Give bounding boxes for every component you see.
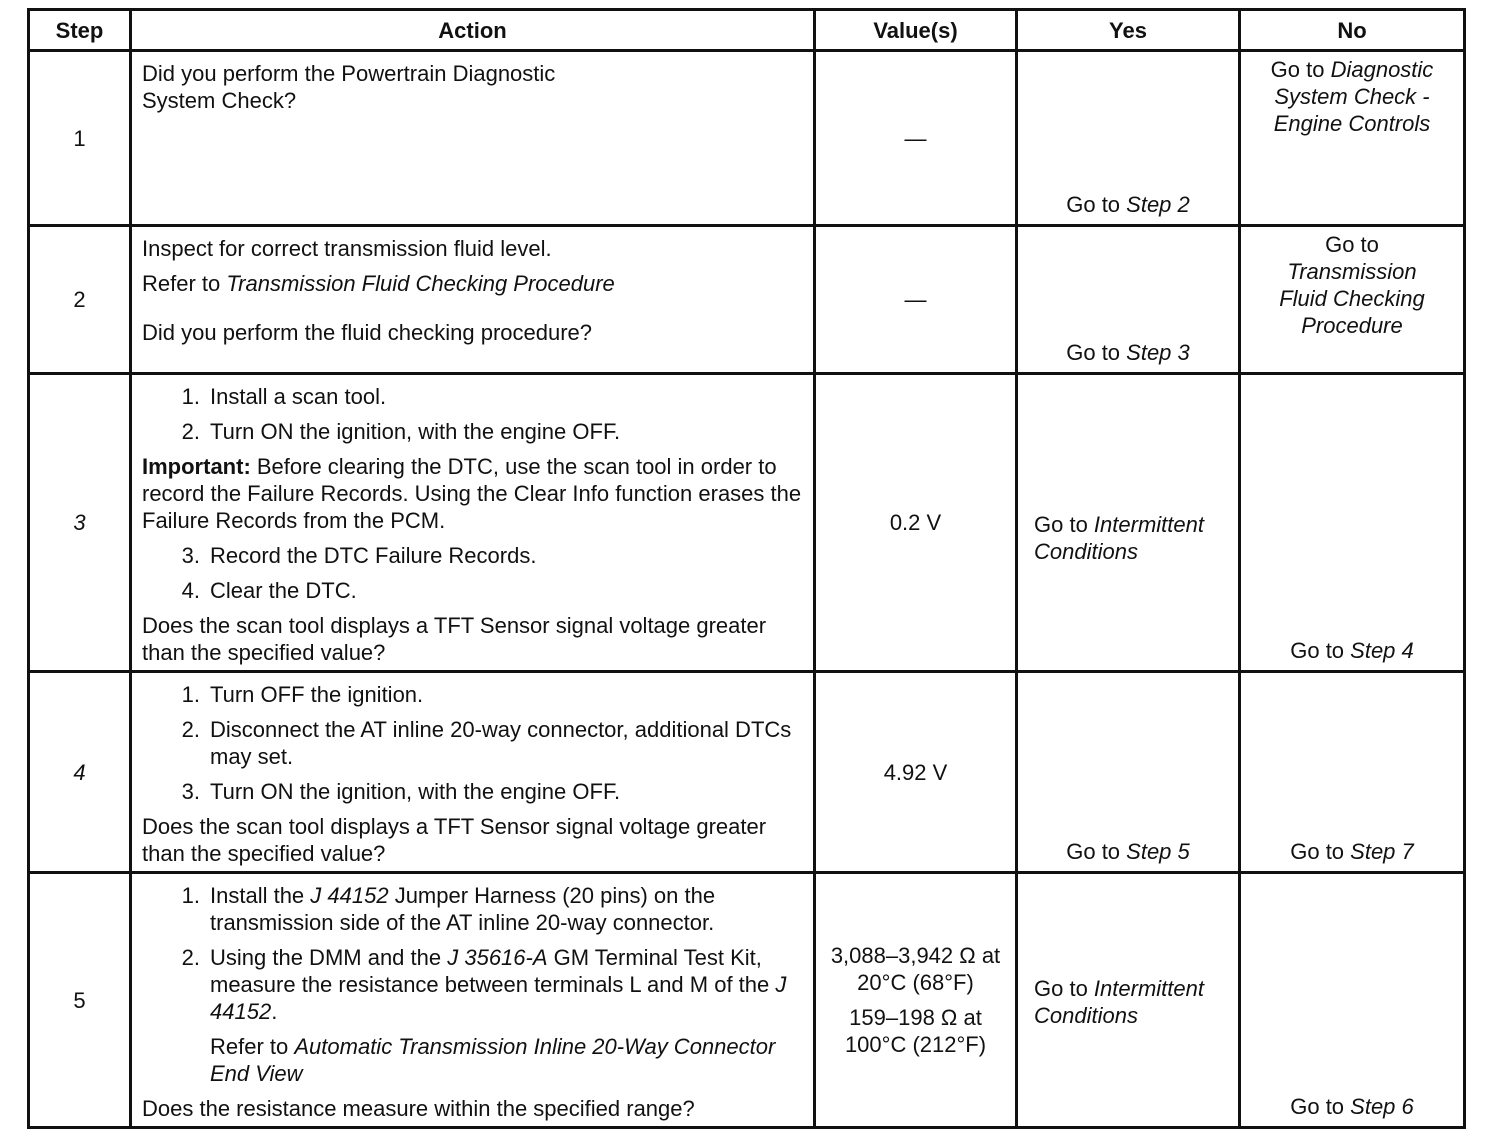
no-cell (1240, 873, 1465, 1128)
no-link[interactable]: Step 7 (1350, 839, 1414, 864)
value-cell (815, 873, 1017, 1128)
tool-reference: J 44152 (210, 972, 787, 1024)
item-number: 1. (181, 384, 200, 409)
action-reference (142, 270, 807, 297)
item-text: Record the DTC Failure Records. (210, 543, 537, 568)
no-link[interactable]: Step 4 (1350, 638, 1414, 663)
header-action: Action (131, 10, 815, 51)
action-question: Does the scan tool displays a TFT Sensor signal voltage greater than the specified value? (142, 814, 767, 866)
header-row (29, 10, 1465, 51)
header-yes: Yes (1017, 10, 1240, 51)
item-text: Disconnect the AT inline 20-way connector, additional DTCs may set. (210, 717, 792, 769)
item-text-part: Install the (210, 883, 311, 908)
header-values: Value(s) (815, 10, 1017, 51)
procedure-item (142, 778, 807, 805)
step-number: 3 (29, 374, 131, 672)
action-cell (131, 51, 815, 226)
no-cell (1240, 226, 1465, 374)
item-text: Install a scan tool. (210, 384, 387, 409)
procedure-list (142, 882, 807, 1087)
diagnostic-table (27, 8, 1466, 1129)
action-question: Does the resistance measure within the specified range? (142, 1096, 695, 1121)
item-number: 2. (181, 419, 200, 444)
value-range-2: 159–198 Ω at 100°C (212°F) (844, 1005, 987, 1057)
item-text: Turn OFF the ignition. (210, 682, 424, 707)
step-number: 1 (29, 51, 131, 226)
item-text-part: . (271, 999, 278, 1024)
no-cell (1240, 672, 1465, 873)
procedure-item (142, 944, 807, 1087)
no-prefix: Go to (1290, 638, 1351, 663)
reference-prefix: Refer to (210, 1034, 295, 1059)
item-text: Turn ON the ignition, with the engine OFF. (210, 419, 621, 444)
procedure-item (142, 383, 807, 410)
no-prefix: Go to (1290, 839, 1351, 864)
item-text-part: Using the DMM and the (210, 945, 448, 970)
no-cell (1240, 374, 1465, 672)
value-cell: 0.2 V (815, 374, 1017, 672)
reference-prefix: Refer to (142, 271, 227, 296)
item-text: Turn ON the ignition, with the engine OFF. (210, 779, 621, 804)
step-number: 4 (29, 672, 131, 873)
no-prefix: Go to (1270, 57, 1331, 82)
important-text: Before clearing the DTC, use the scan tool in order to record the Failure Records. Using the Clear Info function erases the Failure Records from the PCM. (142, 454, 802, 533)
item-text: Clear the DTC. (210, 578, 357, 603)
procedure-list (142, 542, 807, 604)
yes-link[interactable]: Step 2 (1126, 192, 1190, 217)
yes-cell (1017, 672, 1240, 873)
value-range-1: 3,088–3,942 Ω at 20°C (68°F) (830, 943, 1001, 995)
table-row (29, 226, 1465, 374)
value-cell: — (815, 51, 1017, 226)
procedure-item (142, 716, 807, 770)
yes-cell (1017, 873, 1240, 1128)
yes-prefix: Go to (1066, 192, 1127, 217)
tool-reference: J 35616-A (447, 945, 548, 970)
step-number: 2 (29, 226, 131, 374)
no-link[interactable]: Diagnostic System Check - Engine Controls (1273, 57, 1434, 136)
yes-cell (1017, 51, 1240, 226)
yes-link[interactable]: Step 3 (1126, 340, 1190, 365)
table-row (29, 873, 1465, 1128)
item-number: 2. (181, 717, 200, 742)
yes-link[interactable]: Intermittent Conditions (1034, 511, 1204, 564)
no-link[interactable]: Transmission Fluid Checking Procedure (1279, 259, 1425, 338)
item-text-part: GM Terminal Test Kit, measure the resistance between terminals L and M of the (210, 945, 776, 997)
procedure-item (142, 882, 807, 936)
table-row (29, 374, 1465, 672)
value-cell: — (815, 226, 1017, 374)
yes-prefix: Go to (1066, 340, 1127, 365)
item-number: 1. (181, 682, 200, 707)
table-row (29, 672, 1465, 873)
procedure-item (142, 542, 807, 569)
action-text: Inspect for correct transmission fluid level. (142, 236, 552, 261)
no-link[interactable]: Step 6 (1350, 1094, 1414, 1119)
action-text: Did you perform the Powertrain Diagnostic System Check? (142, 61, 556, 113)
yes-prefix: Go to (1034, 511, 1094, 537)
yes-prefix: Go to (1066, 839, 1127, 864)
procedure-item (142, 577, 807, 604)
action-cell (131, 873, 815, 1128)
reference-link[interactable]: Automatic Transmission Inline 20-Way Connector End View (210, 1034, 776, 1086)
action-cell (131, 374, 815, 672)
procedure-item (142, 681, 807, 708)
important-note (142, 453, 807, 534)
value-cell: 4.92 V (815, 672, 1017, 873)
yes-link[interactable]: Intermittent Conditions (1034, 976, 1204, 1028)
item-number: 2. (181, 945, 200, 970)
item-number: 3. (181, 779, 200, 804)
step-number: 5 (29, 873, 131, 1128)
yes-link[interactable]: Step 5 (1126, 839, 1190, 864)
item-number: 3. (181, 543, 200, 568)
no-prefix: Go to (1325, 232, 1379, 257)
yes-cell (1017, 226, 1240, 374)
action-question: Does the scan tool displays a TFT Sensor signal voltage greater than the specified value? (142, 613, 767, 665)
item-text-part: Jumper Harness (20 pins) on the transmission side of the AT inline 20-way connector. (210, 883, 716, 935)
action-question: Did you perform the fluid checking procedure? (142, 320, 593, 345)
no-cell (1240, 51, 1465, 226)
action-reference (210, 1033, 807, 1087)
header-no: No (1240, 10, 1465, 51)
item-text (210, 882, 807, 936)
header-step: Step (29, 10, 131, 51)
reference-link[interactable]: Transmission Fluid Checking Procedure (226, 271, 615, 296)
yes-cell (1017, 374, 1240, 672)
action-cell (131, 672, 815, 873)
item-number: 4. (181, 578, 200, 603)
yes-prefix: Go to (1034, 976, 1094, 1001)
item-number: 1. (181, 883, 200, 908)
important-label: Important: (142, 454, 251, 479)
procedure-list (142, 383, 807, 445)
item-text (210, 944, 807, 1087)
table-row (29, 51, 1465, 226)
tool-reference: J 44152 (310, 883, 389, 908)
procedure-list (142, 681, 807, 805)
no-prefix: Go to (1290, 1094, 1351, 1119)
procedure-item (142, 418, 807, 445)
action-cell (131, 226, 815, 374)
